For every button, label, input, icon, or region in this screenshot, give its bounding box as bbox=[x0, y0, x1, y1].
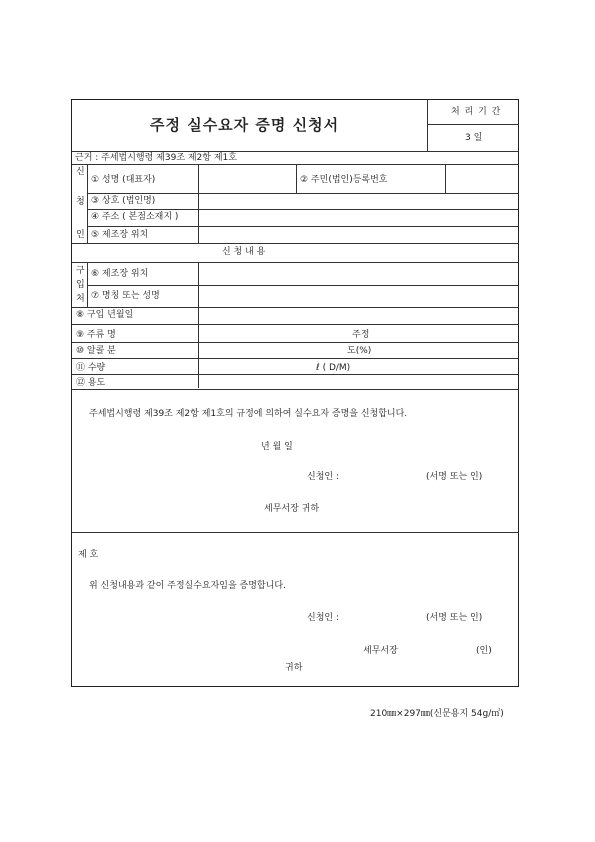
applicant-signature-field[interactable] bbox=[347, 469, 422, 484]
certificate-applicant-label: 신청인 : bbox=[307, 613, 339, 623]
certificate-number: 제 호 bbox=[78, 550, 99, 560]
applicant-section-char: 청 bbox=[76, 197, 85, 207]
seal-hint: (인) bbox=[476, 646, 492, 656]
applicant-section-char: 인 bbox=[76, 230, 85, 240]
divider bbox=[427, 124, 519, 125]
purpose-field[interactable] bbox=[199, 375, 518, 388]
application-date: 년 월 일 bbox=[261, 442, 293, 452]
address-label: ④ 주소 ( 본점소재지 ) bbox=[91, 212, 179, 222]
declaration-statement: 주세법시행령 제39조 제2항 제1호의 규정에 의하여 실수요자 증명을 신청합니다. bbox=[89, 409, 408, 419]
divider bbox=[72, 243, 519, 244]
quantity-value: ℓ ( D/M) bbox=[316, 363, 351, 373]
divider bbox=[72, 358, 519, 359]
source-name-label: ⑦ 명칭 또는 성명 bbox=[91, 291, 160, 301]
certificate-statement: 위 신청내용과 같이 주정실수요자임을 증명합니다. bbox=[89, 581, 286, 591]
divider bbox=[87, 164, 88, 243]
name-field[interactable] bbox=[199, 165, 295, 192]
trade-name-field[interactable] bbox=[199, 194, 518, 208]
application-form bbox=[71, 99, 519, 687]
alcohol-value: 도(%) bbox=[347, 346, 372, 356]
processing-period-label: 처 리 기 간 bbox=[451, 107, 502, 117]
factory-location-field[interactable] bbox=[199, 227, 518, 242]
purchase-section-char: 구 bbox=[76, 266, 85, 276]
purpose-label: ⑫ 용도 bbox=[76, 378, 106, 388]
signature-hint: (서명 또는 인) bbox=[426, 472, 483, 482]
certificate-addressee: 귀하 bbox=[285, 663, 303, 673]
legal-basis: 근거 : 주세법시행령 제39조 제2항 제1호 bbox=[75, 153, 237, 163]
paper-size-footer: 210㎜×297㎜(신문용지 54g/㎡) bbox=[370, 709, 504, 719]
alcohol-label: ⑩ 알콜 분 bbox=[76, 346, 116, 356]
applicant-section-char: 신 bbox=[76, 167, 85, 177]
addressee: 세무서장 귀하 bbox=[264, 504, 320, 514]
certificate-signature-hint: (서명 또는 인) bbox=[426, 613, 483, 623]
purchase-section-char: 입 bbox=[76, 280, 85, 290]
applicant-label: 신청인 : bbox=[307, 472, 339, 482]
tax-officer-label: 세무서장 bbox=[363, 646, 398, 656]
trade-name-label: ③ 상호 (법인명) bbox=[91, 196, 156, 206]
id-number-field[interactable] bbox=[446, 165, 518, 192]
divider bbox=[72, 532, 519, 533]
divider bbox=[72, 342, 519, 343]
purchase-section-char: 처 bbox=[76, 294, 85, 304]
quantity-label: ⑪ 수량 bbox=[76, 363, 106, 373]
divider bbox=[427, 100, 428, 151]
name-label: ① 성명 (대표자) bbox=[91, 175, 156, 185]
id-number-label: ② 주민(법인)등록번호 bbox=[300, 175, 388, 185]
source-name-field[interactable] bbox=[199, 286, 518, 306]
source-factory-field[interactable] bbox=[199, 263, 518, 284]
details-header: 신 청 내 용 bbox=[222, 247, 266, 257]
divider bbox=[72, 151, 519, 152]
source-factory-label: ⑥ 제조장 위치 bbox=[91, 269, 149, 279]
divider bbox=[72, 324, 519, 325]
address-field[interactable] bbox=[199, 210, 518, 225]
liquor-type-value: 주정 bbox=[352, 330, 370, 340]
processing-period-value: 3 일 bbox=[465, 133, 483, 143]
purchase-date-label: ⑧ 구입 년월일 bbox=[76, 310, 134, 320]
liquor-type-label: ⑨ 주류 명 bbox=[76, 330, 116, 340]
form-title: 주정 실수요자 증명 신청서 bbox=[150, 116, 340, 134]
divider bbox=[296, 164, 297, 193]
purchase-date-field[interactable] bbox=[199, 308, 518, 323]
divider bbox=[72, 389, 519, 390]
factory-location-label: ⑤ 제조장 위치 bbox=[91, 230, 149, 240]
